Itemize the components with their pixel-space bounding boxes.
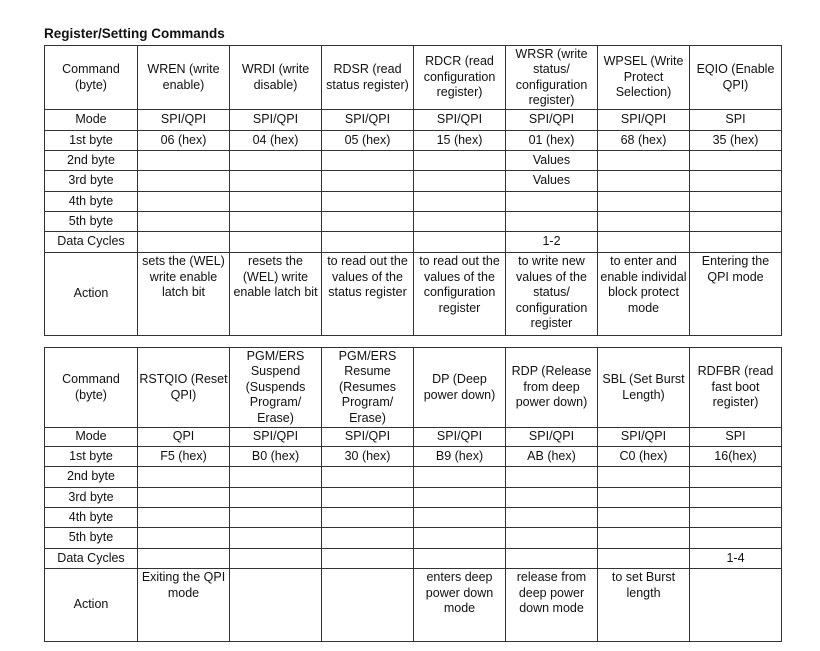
table-row-byte-1 bbox=[45, 131, 782, 151]
register-commands-table-2 bbox=[44, 347, 782, 642]
cell-byte-3 bbox=[230, 171, 322, 192]
cell-byte-4 bbox=[506, 192, 598, 212]
cell-byte-5 bbox=[138, 212, 230, 232]
cell-command: WRDI (write disable) bbox=[230, 46, 322, 110]
cell-byte-1: 06 (hex) bbox=[138, 131, 230, 151]
cell-mode: SPI/QPI bbox=[414, 110, 506, 131]
cell-byte-4 bbox=[138, 508, 230, 528]
cell-byte-2 bbox=[598, 467, 690, 488]
row-label-byte-5: 5th byte bbox=[45, 212, 138, 232]
cell-byte-1: 05 (hex) bbox=[322, 131, 414, 151]
row-label-mode: Mode bbox=[45, 110, 138, 131]
cell-byte-4 bbox=[598, 508, 690, 528]
cell-action bbox=[230, 569, 322, 642]
table-row-action bbox=[45, 569, 782, 642]
cell-data-cycles bbox=[414, 549, 506, 569]
table-row-byte-4 bbox=[45, 508, 782, 528]
cell-byte-2 bbox=[230, 467, 322, 488]
cell-byte-2 bbox=[598, 151, 690, 171]
cell-byte-4 bbox=[322, 508, 414, 528]
cell-command: PGM/ERS Resume (Resumes Program/ Erase) bbox=[322, 348, 414, 428]
cell-command: RDFBR (read fast boot register) bbox=[690, 348, 782, 428]
cell-mode: SPI bbox=[690, 110, 782, 131]
cell-data-cycles bbox=[598, 232, 690, 253]
cell-byte-1: 04 (hex) bbox=[230, 131, 322, 151]
cell-command: WRSR (write status/ configuration register) bbox=[506, 46, 598, 110]
cell-byte-3 bbox=[598, 171, 690, 192]
row-label-command: Command (byte) bbox=[45, 46, 138, 110]
cell-byte-2 bbox=[322, 151, 414, 171]
table-row-mode bbox=[45, 110, 782, 131]
cell-action: enters deep power down mode bbox=[414, 569, 506, 642]
cell-mode: SPI/QPI bbox=[138, 110, 230, 131]
cell-action: Exiting the QPI mode bbox=[138, 569, 230, 642]
table-row-data-cycles bbox=[45, 232, 782, 253]
cell-action bbox=[690, 569, 782, 642]
table-row-data-cycles bbox=[45, 549, 782, 569]
cell-byte-4 bbox=[414, 508, 506, 528]
row-label-action: Action bbox=[45, 253, 138, 336]
cell-data-cycles bbox=[506, 549, 598, 569]
cell-action: to read out the values of the status register bbox=[322, 253, 414, 336]
cell-byte-5 bbox=[322, 212, 414, 232]
cell-action: to read out the values of the configuration register bbox=[414, 253, 506, 336]
cell-mode: SPI bbox=[690, 428, 782, 447]
cell-action: to set Burst length bbox=[598, 569, 690, 642]
cell-byte-3 bbox=[414, 488, 506, 508]
cell-byte-2 bbox=[414, 151, 506, 171]
cell-command: WPSEL (Write Protect Selection) bbox=[598, 46, 690, 110]
cell-byte-1: B0 (hex) bbox=[230, 447, 322, 467]
cell-action: release from deep power down mode bbox=[506, 569, 598, 642]
register-commands-table-1 bbox=[44, 45, 782, 336]
cell-byte-1: 16(hex) bbox=[690, 447, 782, 467]
table-row-command bbox=[45, 46, 782, 110]
cell-command: PGM/ERS Suspend (Suspends Program/ Erase) bbox=[230, 348, 322, 428]
cell-byte-4 bbox=[506, 508, 598, 528]
cell-byte-2 bbox=[506, 467, 598, 488]
cell-action bbox=[322, 569, 414, 642]
cell-byte-2 bbox=[690, 467, 782, 488]
cell-action: resets the (WEL) write enable latch bit bbox=[230, 253, 322, 336]
cell-byte-4 bbox=[690, 192, 782, 212]
cell-action: sets the (WEL) write enable latch bit bbox=[138, 253, 230, 336]
cell-byte-5 bbox=[414, 212, 506, 232]
cell-byte-5 bbox=[690, 528, 782, 549]
table-row-byte-5 bbox=[45, 528, 782, 549]
cell-data-cycles: 1-2 bbox=[506, 232, 598, 253]
cell-data-cycles bbox=[322, 232, 414, 253]
section-title: Register/Setting Commands bbox=[44, 26, 225, 41]
row-label-byte-2: 2nd byte bbox=[45, 467, 138, 488]
cell-mode: SPI/QPI bbox=[322, 428, 414, 447]
cell-byte-2 bbox=[230, 151, 322, 171]
cell-byte-3 bbox=[598, 488, 690, 508]
row-label-data-cycles: Data Cycles bbox=[45, 232, 138, 253]
cell-command: DP (Deep power down) bbox=[414, 348, 506, 428]
cell-byte-5 bbox=[506, 528, 598, 549]
cell-command: WREN (write enable) bbox=[138, 46, 230, 110]
cell-byte-4 bbox=[230, 508, 322, 528]
cell-byte-3 bbox=[138, 171, 230, 192]
cell-byte-3 bbox=[506, 488, 598, 508]
cell-data-cycles bbox=[230, 232, 322, 253]
cell-byte-5 bbox=[414, 528, 506, 549]
cell-data-cycles bbox=[690, 232, 782, 253]
cell-command: EQIO (Enable QPI) bbox=[690, 46, 782, 110]
cell-action: Entering the QPI mode bbox=[690, 253, 782, 336]
cell-data-cycles: 1-4 bbox=[690, 549, 782, 569]
cell-byte-1: F5 (hex) bbox=[138, 447, 230, 467]
cell-byte-4 bbox=[138, 192, 230, 212]
row-label-byte-4: 4th byte bbox=[45, 508, 138, 528]
row-label-data-cycles: Data Cycles bbox=[45, 549, 138, 569]
row-label-mode: Mode bbox=[45, 428, 138, 447]
table-row-byte-1 bbox=[45, 447, 782, 467]
cell-byte-3: Values bbox=[506, 171, 598, 192]
cell-byte-5 bbox=[690, 212, 782, 232]
cell-mode: SPI/QPI bbox=[230, 428, 322, 447]
cell-byte-5 bbox=[598, 212, 690, 232]
cell-byte-4 bbox=[414, 192, 506, 212]
cell-byte-2 bbox=[414, 467, 506, 488]
row-label-byte-5: 5th byte bbox=[45, 528, 138, 549]
cell-action: to enter and enable individal block protect mode bbox=[598, 253, 690, 336]
cell-byte-1: 30 (hex) bbox=[322, 447, 414, 467]
cell-byte-1: C0 (hex) bbox=[598, 447, 690, 467]
table-row-action bbox=[45, 253, 782, 336]
cell-byte-1: B9 (hex) bbox=[414, 447, 506, 467]
cell-byte-1: 35 (hex) bbox=[690, 131, 782, 151]
table-row-byte-3 bbox=[45, 488, 782, 508]
cell-byte-4 bbox=[598, 192, 690, 212]
cell-byte-3 bbox=[690, 488, 782, 508]
cell-mode: SPI/QPI bbox=[598, 428, 690, 447]
row-label-byte-3: 3rd byte bbox=[45, 171, 138, 192]
cell-mode: SPI/QPI bbox=[414, 428, 506, 447]
cell-byte-3 bbox=[138, 488, 230, 508]
cell-data-cycles bbox=[230, 549, 322, 569]
cell-byte-3 bbox=[322, 171, 414, 192]
cell-byte-5 bbox=[230, 212, 322, 232]
cell-command: RSTQIO (Reset QPI) bbox=[138, 348, 230, 428]
row-label-byte-1: 1st byte bbox=[45, 447, 138, 467]
cell-byte-1: 68 (hex) bbox=[598, 131, 690, 151]
cell-command: SBL (Set Burst Length) bbox=[598, 348, 690, 428]
cell-byte-1: 01 (hex) bbox=[506, 131, 598, 151]
cell-data-cycles bbox=[598, 549, 690, 569]
cell-byte-2 bbox=[322, 467, 414, 488]
table-row-byte-2 bbox=[45, 467, 782, 488]
cell-byte-4 bbox=[690, 508, 782, 528]
cell-mode: SPI/QPI bbox=[506, 428, 598, 447]
row-label-byte-3: 3rd byte bbox=[45, 488, 138, 508]
table-row-byte-3 bbox=[45, 171, 782, 192]
cell-command: RDCR (read configuration register) bbox=[414, 46, 506, 110]
cell-data-cycles bbox=[138, 232, 230, 253]
cell-byte-2 bbox=[690, 151, 782, 171]
cell-byte-4 bbox=[230, 192, 322, 212]
table-row-command bbox=[45, 348, 782, 428]
table-row-byte-5 bbox=[45, 212, 782, 232]
cell-byte-3 bbox=[322, 488, 414, 508]
row-label-action: Action bbox=[45, 569, 138, 642]
cell-byte-1: 15 (hex) bbox=[414, 131, 506, 151]
cell-byte-4 bbox=[322, 192, 414, 212]
table-row-mode bbox=[45, 428, 782, 447]
row-label-byte-1: 1st byte bbox=[45, 131, 138, 151]
cell-byte-5 bbox=[598, 528, 690, 549]
table-row-byte-2 bbox=[45, 151, 782, 171]
cell-byte-2 bbox=[138, 467, 230, 488]
cell-byte-5 bbox=[230, 528, 322, 549]
cell-mode: SPI/QPI bbox=[322, 110, 414, 131]
row-label-byte-2: 2nd byte bbox=[45, 151, 138, 171]
cell-data-cycles bbox=[138, 549, 230, 569]
cell-byte-3 bbox=[414, 171, 506, 192]
cell-command: RDP (Release from deep power down) bbox=[506, 348, 598, 428]
cell-byte-1: AB (hex) bbox=[506, 447, 598, 467]
table-row-byte-4 bbox=[45, 192, 782, 212]
row-label-byte-4: 4th byte bbox=[45, 192, 138, 212]
cell-mode: SPI/QPI bbox=[230, 110, 322, 131]
row-label-command: Command (byte) bbox=[45, 348, 138, 428]
cell-mode: SPI/QPI bbox=[506, 110, 598, 131]
cell-byte-2 bbox=[138, 151, 230, 171]
cell-data-cycles bbox=[322, 549, 414, 569]
cell-byte-5 bbox=[322, 528, 414, 549]
cell-action: to write new values of the status/ configuration register bbox=[506, 253, 598, 336]
cell-byte-3 bbox=[230, 488, 322, 508]
cell-mode: SPI/QPI bbox=[598, 110, 690, 131]
cell-byte-3 bbox=[690, 171, 782, 192]
cell-mode: QPI bbox=[138, 428, 230, 447]
cell-byte-5 bbox=[506, 212, 598, 232]
cell-byte-2: Values bbox=[506, 151, 598, 171]
cell-command: RDSR (read status register) bbox=[322, 46, 414, 110]
cell-byte-5 bbox=[138, 528, 230, 549]
cell-data-cycles bbox=[414, 232, 506, 253]
